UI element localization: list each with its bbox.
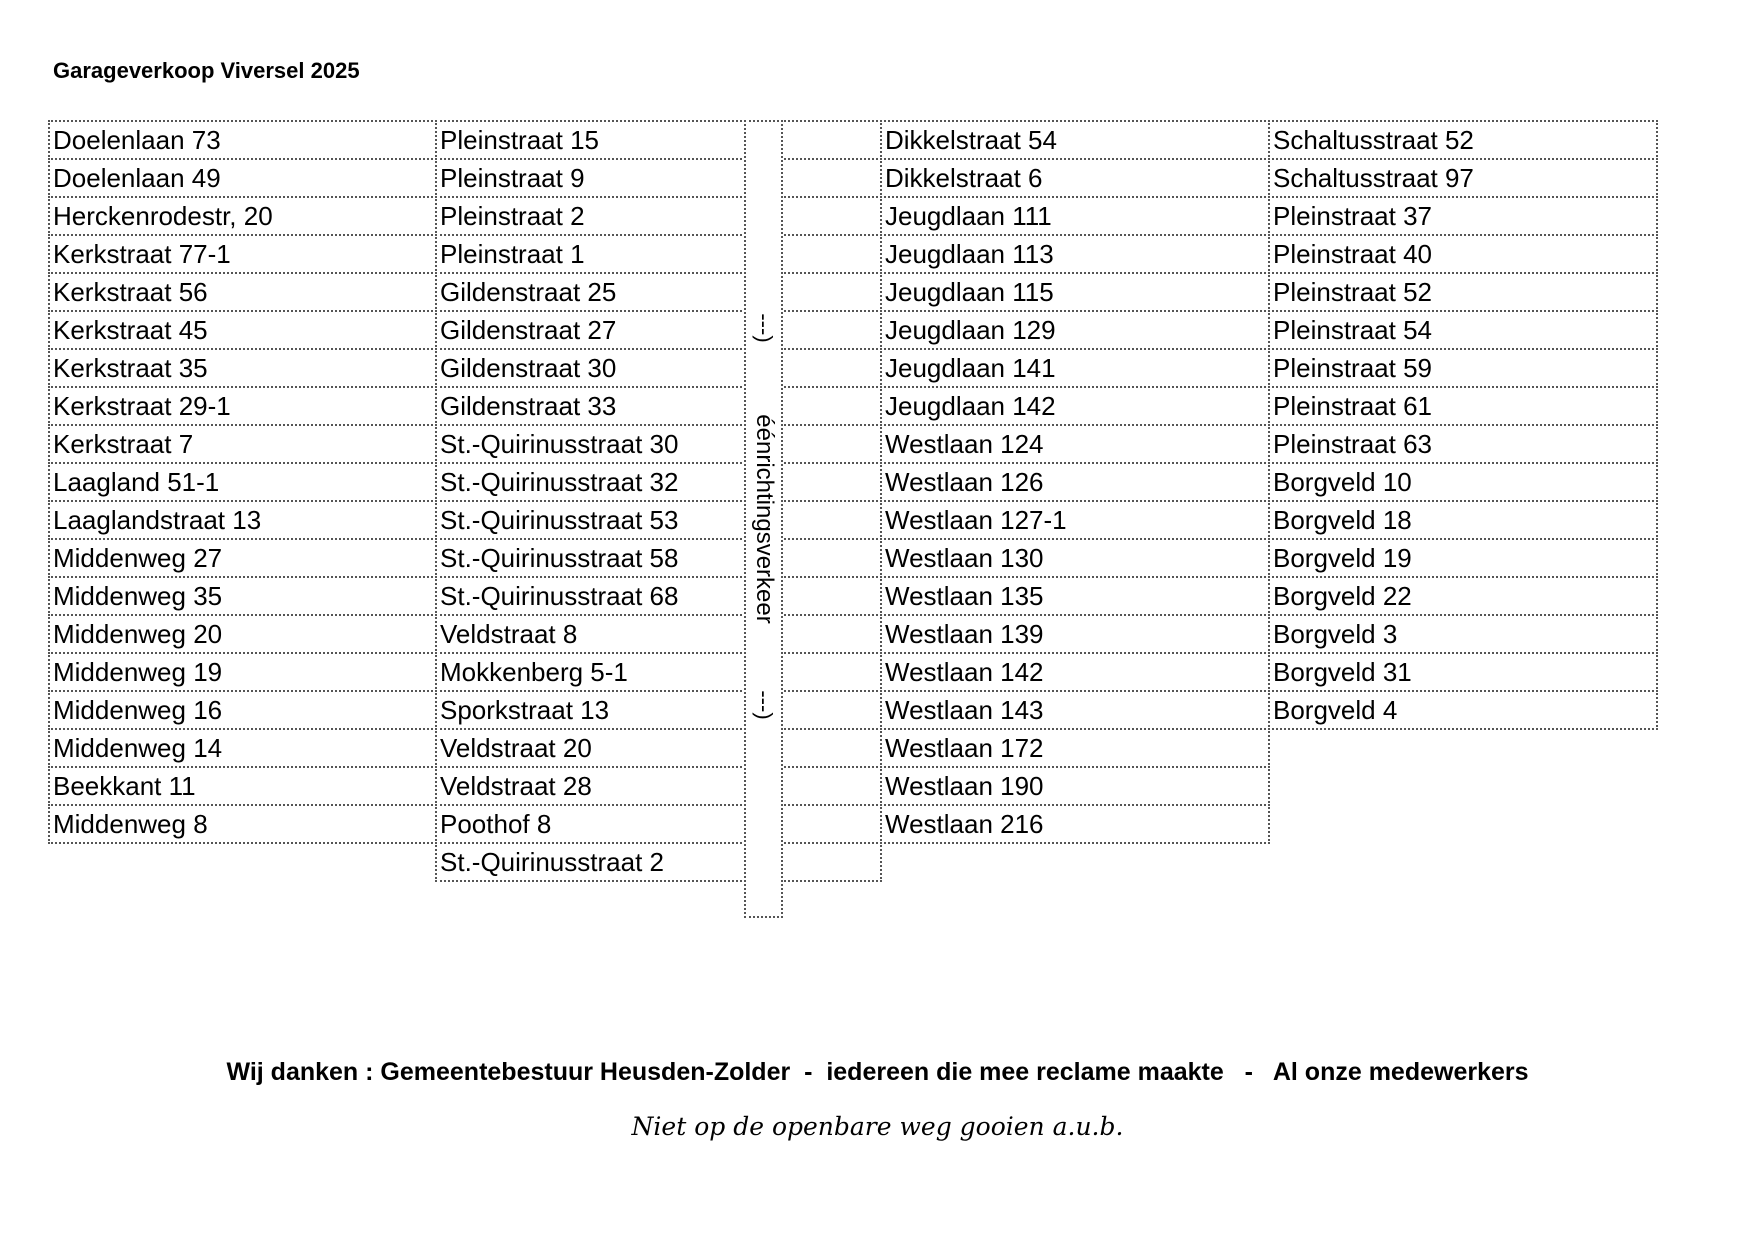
empty-cell	[781, 120, 882, 160]
address-cell: Jeugdlaan 142	[880, 386, 1270, 426]
address-column-4	[1268, 120, 1658, 730]
address-cell: Herckenrodestr, 20	[48, 196, 437, 236]
address-cell: Poothof 8	[435, 804, 746, 844]
address-cell: Kerkstraat 7	[48, 424, 437, 464]
address-cell: Westlaan 216	[880, 804, 1270, 844]
address-cell: Pleinstraat 59	[1268, 348, 1658, 388]
address-cell: Borgveld 4	[1268, 690, 1658, 730]
address-cell: Beekkant 11	[48, 766, 437, 806]
address-cell: Westlaan 139	[880, 614, 1270, 654]
address-cell: Middenweg 27	[48, 538, 437, 578]
empty-cell	[781, 804, 882, 844]
address-cell: Westlaan 143	[880, 690, 1270, 730]
address-cell: Middenweg 20	[48, 614, 437, 654]
address-cell: Borgveld 19	[1268, 538, 1658, 578]
address-cell: Jeugdlaan 113	[880, 234, 1270, 274]
empty-cell	[781, 234, 882, 274]
empty-cell	[781, 538, 882, 578]
address-cell: Kerkstraat 56	[48, 272, 437, 312]
address-cell: Middenweg 14	[48, 728, 437, 768]
address-cell: Pleinstraat 9	[435, 158, 746, 198]
address-cell: Pleinstraat 40	[1268, 234, 1658, 274]
empty-cell	[781, 196, 882, 236]
address-cell: Borgveld 31	[1268, 652, 1658, 692]
address-cell: Doelenlaan 49	[48, 158, 437, 198]
address-cell: Gildenstraat 30	[435, 348, 746, 388]
address-cell: Pleinstraat 63	[1268, 424, 1658, 464]
empty-cell	[781, 272, 882, 312]
address-cell: St.-Quirinusstraat 30	[435, 424, 746, 464]
address-cell: Dikkelstraat 6	[880, 158, 1270, 198]
address-cell: Veldstraat 28	[435, 766, 746, 806]
empty-cell	[781, 310, 882, 350]
empty-cell	[781, 766, 882, 806]
address-cell: Pleinstraat 15	[435, 120, 746, 160]
address-cell: Gildenstraat 33	[435, 386, 746, 426]
address-cell: Westlaan 124	[880, 424, 1270, 464]
address-cell: Laaglandstraat 13	[48, 500, 437, 540]
empty-cell	[781, 424, 882, 464]
empty-cell	[781, 728, 882, 768]
address-cell: Laagland 51-1	[48, 462, 437, 502]
address-cell: Kerkstraat 77-1	[48, 234, 437, 274]
address-cell: Kerkstraat 29-1	[48, 386, 437, 426]
address-cell: Pleinstraat 52	[1268, 272, 1658, 312]
address-cell: St.-Quirinusstraat 32	[435, 462, 746, 502]
address-cell: Pleinstraat 2	[435, 196, 746, 236]
address-cell: Jeugdlaan 111	[880, 196, 1270, 236]
page-title: Garageverkoop Viversel 2025	[53, 58, 360, 83]
one-way-arrow-bottom: ---)	[751, 690, 777, 720]
address-column-2	[435, 120, 746, 882]
one-way-traffic-column	[744, 120, 783, 918]
one-way-arrow-top: ---)	[751, 313, 777, 343]
empty-cell	[781, 652, 882, 692]
address-cell: Westlaan 127-1	[880, 500, 1270, 540]
address-cell: Pleinstraat 37	[1268, 196, 1658, 236]
empty-cell	[781, 842, 882, 882]
address-cell: Borgveld 10	[1268, 462, 1658, 502]
address-cell: Veldstraat 20	[435, 728, 746, 768]
address-cell: Mokkenberg 5-1	[435, 652, 746, 692]
empty-cell	[781, 690, 882, 730]
empty-column	[781, 120, 882, 882]
address-cell: Westlaan 172	[880, 728, 1270, 768]
address-cell: Pleinstraat 54	[1268, 310, 1658, 350]
address-cell: Westlaan 135	[880, 576, 1270, 616]
address-column-1	[48, 120, 437, 844]
address-cell: Dikkelstraat 54	[880, 120, 1270, 160]
empty-cell	[781, 576, 882, 616]
address-cell: St.-Quirinusstraat 2	[435, 842, 746, 882]
address-cell: Schaltusstraat 52	[1268, 120, 1658, 160]
one-way-label: éénrichtingsverkeer	[750, 414, 778, 624]
address-cell: Westlaan 130	[880, 538, 1270, 578]
thanks-line: Wij danken : Gemeentebestuur Heusden-Zolder - iedereen die mee reclame maakte - Al onze medewerkers	[226, 1058, 1529, 1086]
address-cell: Westlaan 126	[880, 462, 1270, 502]
address-cell: Westlaan 190	[880, 766, 1270, 806]
address-cell: Doelenlaan 73	[48, 120, 437, 160]
address-cell: Middenweg 19	[48, 652, 437, 692]
address-cell: Jeugdlaan 141	[880, 348, 1270, 388]
address-cell: Gildenstraat 27	[435, 310, 746, 350]
address-cell: Middenweg 8	[48, 804, 437, 844]
address-cell: Veldstraat 8	[435, 614, 746, 654]
address-cell: Borgveld 18	[1268, 500, 1658, 540]
address-cell: Kerkstraat 45	[48, 310, 437, 350]
address-cell: Pleinstraat 61	[1268, 386, 1658, 426]
address-cell: Gildenstraat 25	[435, 272, 746, 312]
address-cell: Middenweg 16	[48, 690, 437, 730]
empty-cell	[781, 386, 882, 426]
address-cell: Borgveld 22	[1268, 576, 1658, 616]
address-cell: Westlaan 142	[880, 652, 1270, 692]
address-cell: St.-Quirinusstraat 68	[435, 576, 746, 616]
footer-note: Niet op de openbare weg gooien a.u.b.	[631, 1112, 1124, 1141]
empty-cell	[781, 500, 882, 540]
empty-cell	[781, 462, 882, 502]
address-cell: Jeugdlaan 129	[880, 310, 1270, 350]
empty-cell	[781, 348, 882, 388]
address-column-3	[880, 120, 1270, 844]
address-cell: Schaltusstraat 97	[1268, 158, 1658, 198]
address-cell: Jeugdlaan 115	[880, 272, 1270, 312]
empty-cell	[781, 158, 882, 198]
address-cell: Borgveld 3	[1268, 614, 1658, 654]
empty-cell	[781, 614, 882, 654]
address-cell: Middenweg 35	[48, 576, 437, 616]
address-cell: St.-Quirinusstraat 53	[435, 500, 746, 540]
address-cell: Kerkstraat 35	[48, 348, 437, 388]
address-cell: Pleinstraat 1	[435, 234, 746, 274]
address-cell: St.-Quirinusstraat 58	[435, 538, 746, 578]
address-cell: Sporkstraat 13	[435, 690, 746, 730]
